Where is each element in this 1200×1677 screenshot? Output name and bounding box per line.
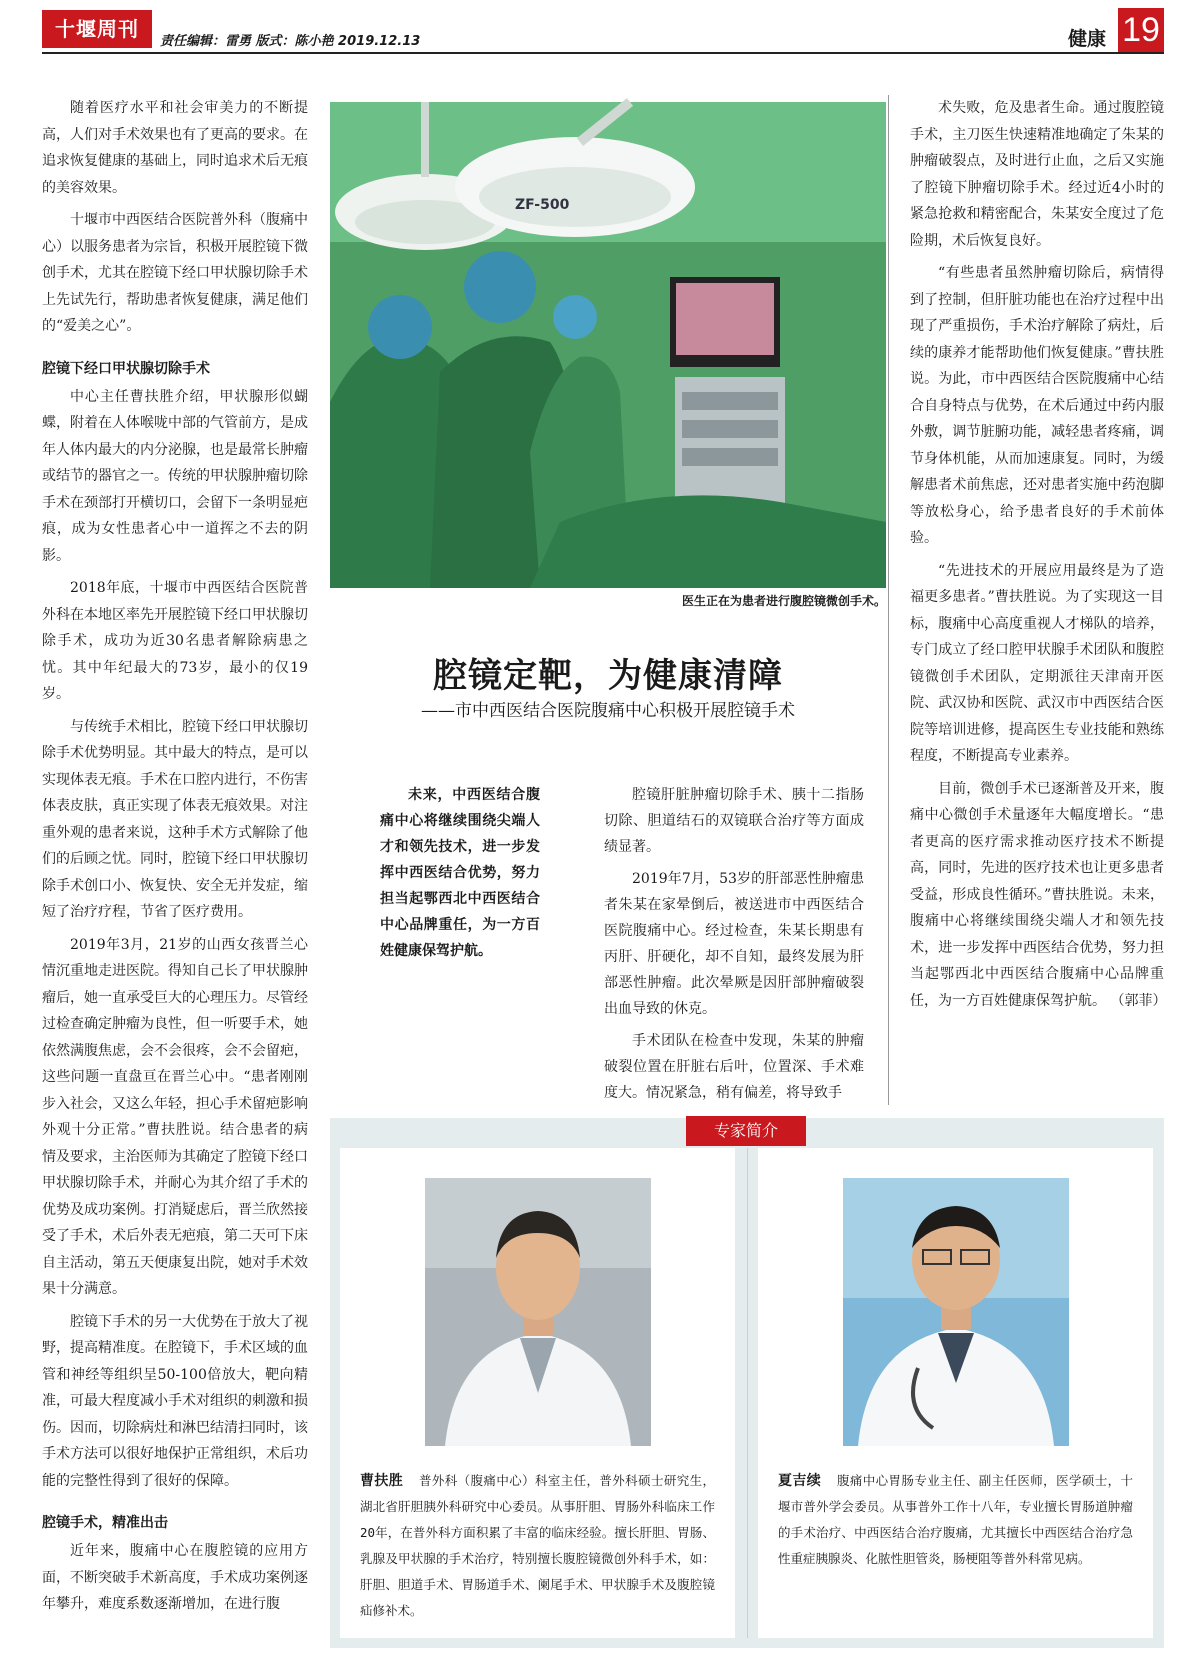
paragraph: 术失败，危及患者生命。通过腹腔镜手术，主刀医生快速精准地确定了朱某的肿瘤破裂点，及时进行止血，之后又实施了腔镜下肿瘤切除手术。经过近4小时的紧急抢救和精密配合，朱某安全度过了危险期，术后恢复良好。	[910, 100, 1164, 249]
editor-credits: 责任编辑：雷勇 版式：陈小艳 2019.12.13	[160, 34, 421, 49]
paragraph: 手术团队在检查中发现，朱某的肿瘤破裂位置在肝脏右后叶，位置深、手术难度大。情况紧急，稍有偏差，将导致手	[604, 1033, 864, 1101]
expert-portrait-xia	[843, 1178, 1069, 1446]
article-subheadline: ——市中西医结合医院腹痛中心积极开展腔镜手术	[421, 701, 795, 721]
surgery-photo	[330, 102, 886, 588]
expert-name-xia: 夏吉续	[778, 1473, 822, 1489]
column-divider	[888, 95, 889, 1105]
doctor-portrait-icon	[425, 1178, 651, 1446]
expert-portrait-cao	[425, 1178, 651, 1446]
operating-room-illustration	[330, 102, 886, 588]
paragraph: “先进技术的开展应用最终是为了造福更多患者。”曹扶胜说。为了实现这一目标，腹痛中心高度重视人才梯队的培养，专门成立了经口腔甲状腺手术团队和腹腔镜微创手术团队，定期派往天津南开医院、武汉协和医院、武汉市中西医结合医院等培训进修，提高医生专业技能和熟练程度，不断提高专业素养。	[910, 562, 1164, 764]
paragraph: 与传统手术相比，腔镜下经口甲状腺切除手术优势明显。其中最大的特点，是可以实现体表无痕。手术在口腔内进行，不伤害体表皮肤，真正实现了体表无痕效果。对注重外观的患者来说，这种手术方式解除了他们的后顾之忧。同时，腔镜下经口甲状腺切除手术创口小、恢复快、安全无并发症，缩短了治疗疗程，节省了医疗费用。	[42, 718, 308, 920]
paragraph: “有些患者虽然肿瘤切除后，病情得到了控制，但肝脏功能也在治疗过程中出现了严重损伤，手术治疗解除了病灶，后续的康养才能帮助他们恢复健康。”曹扶胜说。为此，市中西医结合医院腹痛中心结合自身特点与优势，在术后通过中药内服外敷，调节脏腑功能，减轻患者疼痛，调节身体机能，从而加速康复。同时，为缓解患者术前焦虑，还对患者实施中药泡脚等放松身心，给予患者良好的手术前体验。	[910, 265, 1164, 546]
experts-tab: 专家简介	[686, 1116, 806, 1146]
paragraph: 2018年底，十堰市中西医结合医院普外科在本地区率先开展腔镜下经口甲状腺切除手术，成功为近30名患者解除病患之忧。其中年纪最大的73岁，最小的仅19岁。	[42, 580, 308, 702]
subheading-laparoscopy: 腔镜手术，精准出击	[42, 1515, 168, 1531]
closing-paragraphs	[910, 95, 1167, 1014]
paragraph: 腔镜肝脏肿瘤切除手术、胰十二指肠切除、胆道结石的双镜联合治疗等方面成绩显著。	[604, 787, 864, 855]
expert-bio-xia	[778, 1468, 1133, 1572]
expert-description-xia: 腹痛中心胃肠专业主任、副主任医师，医学硕士，十堰市普外学会委员。从事普外工作十八年，专业擅长胃肠道肿瘤的手术治疗、中西医结合治疗腹痛，尤其擅长中西医结合治疗急性重症胰腺炎、化脓性胆管炎，肠梗阻等普外科常见病。	[778, 1473, 1133, 1566]
masthead-logo: 十堰周刊	[42, 10, 152, 48]
expert-bio-cao	[360, 1468, 715, 1624]
experts-divider	[747, 1148, 748, 1638]
case-paragraphs	[604, 782, 864, 1106]
pull-quote: 未来，中西医结合腹痛中心将继续围绕尖端人才和领先技术，进一步发挥中西医结合优势，努力担当起鄂西北中西医结合中心品牌重任，为一方百姓健康保驾护航。	[380, 787, 540, 959]
paragraph: 近年来，腹痛中心在腹腔镜的应用方面，不断突破手术新高度，手术成功案例逐年攀升，难度系数逐渐增加，在进行腹	[42, 1543, 308, 1612]
expert-description-cao: 普外科（腹痛中心）科室主任，普外科硕士研究生，湖北省肝胆胰外科研究中心委员。从事肝胆、胃肠外科临床工作20年，在普外科方面积累了丰富的临床经验。擅长肝胆、胃肠、乳腺及甲状腺的手术治疗，特别擅长腹腔镜微创外科手术，如：肝胆、胆道手术、胃肠道手术、阑尾手术、甲状腺手术及腹腔镜疝修补术。	[360, 1473, 715, 1618]
paragraph: 随着医疗水平和社会审美力的不断提高，人们对手术效果也有了更高的要求。在追求恢复健康的基础上，同时追求术后无痕的美容效果。	[42, 100, 308, 196]
expert-card-cao	[340, 1148, 735, 1638]
article-column-1	[42, 95, 308, 1670]
photo-caption: 医生正在为患者进行腹腔镜微创手术。	[681, 594, 886, 608]
intro-paragraphs	[42, 95, 308, 340]
paragraph: 十堰市中西医结合医院普外科（腹痛中心）以服务患者为宗旨，积极开展腔镜下微创手术，尤其在腔镜下经口甲状腺切除手术上先试先行，帮助患者恢复健康，满足他们的“爱美之心”。	[42, 212, 308, 334]
header-rule	[42, 52, 1164, 54]
paragraph: 2019年7月，53岁的肝部恶性肿瘤患者朱某在家晕倒后，被送进市中西医结合医院腹痛中心。经过检查，朱某长期患有丙肝、肝硬化，却不自知，最终发展为肝部恶性肿瘤。此次晕厥是因肝部肿瘤破裂出血导致的休克。	[604, 871, 864, 1017]
paragraph: 中心主任曹扶胜介绍，甲状腺形似蝴蝶，附着在人体喉咙中部的气管前方，是成年人体内最大的内分泌腺，也是最常长肿瘤或结节的器官之一。传统的甲状腺肿瘤切除手术在颈部打开横切口，会留下一条明显疤痕，成为女性患者心中一道挥之不去的阴影。	[42, 388, 308, 564]
article-headline: 腔镜定靶，为健康清障	[433, 656, 783, 696]
lamp-label: ZF-500	[515, 197, 570, 213]
article-column-4	[910, 95, 1167, 1055]
laparoscopy-paragraphs	[42, 1538, 308, 1618]
paragraph: 目前，微创手术已逐渐普及开来，腹痛中心微创手术量逐年大幅度增长。“患者更高的医疗需求推动医疗技术不断提高，同时，先进的医疗技术也让更多患者受益，形成良性循环。”曹扶胜说。未来，腹痛中心将继续围绕尖端人才和领先技术，进一步发挥中西医结合优势，努力担当起鄂西北中西医结合腹痛中心品牌重任，为一方百姓健康保驾护航。 （郭菲）	[910, 780, 1167, 1009]
doctor-portrait-icon	[843, 1178, 1069, 1446]
paragraph: 腔镜下手术的另一大优势在于放大了视野，提高精准度。在腔镜下，手术区域的血管和神经等组织呈50-100倍放大，靶向精准，可最大程度减小手术对组织的刺激和损伤。因而，切除病灶和淋巴结清扫同时，该手术方法可以很好地保护正常组织，术后功能的完整性得到了很好的保障。	[42, 1313, 308, 1489]
section-label: 健康	[1068, 28, 1107, 50]
article-column-3	[604, 782, 864, 1101]
expert-card-xia	[758, 1148, 1153, 1638]
expert-name-cao: 曹扶胜	[360, 1473, 404, 1489]
page-number: 19	[1118, 8, 1164, 52]
thyroid-paragraphs	[42, 384, 308, 1495]
paragraph: 2019年3月，21岁的山西女孩晋兰心情沉重地走进医院。得知自己长了甲状腺肿瘤后，她一直承受巨大的心理压力。尽管经过检查确定肿瘤为良性，但一听要手术，她依然满腹焦虑，会不会很疼，会不会留疤，这些问题一直盘亘在晋兰心中。“患者刚刚步入社会，又这么年轻，担心手术留疤影响外观十分正常。”曹扶胜说。结合患者的病情及要求，主治医师为其确定了腔镜下经口甲状腺切除手术，并耐心为其介绍了手术的优势及成功案例。打消疑虑后，晋兰欣然接受了手术，术后外表无疤痕，第二天可下床自主活动，第五天便康复出院，她对手术效果十分满意。	[42, 936, 308, 1297]
subheading-thyroid: 腔镜下经口甲状腺切除手术	[42, 360, 210, 377]
